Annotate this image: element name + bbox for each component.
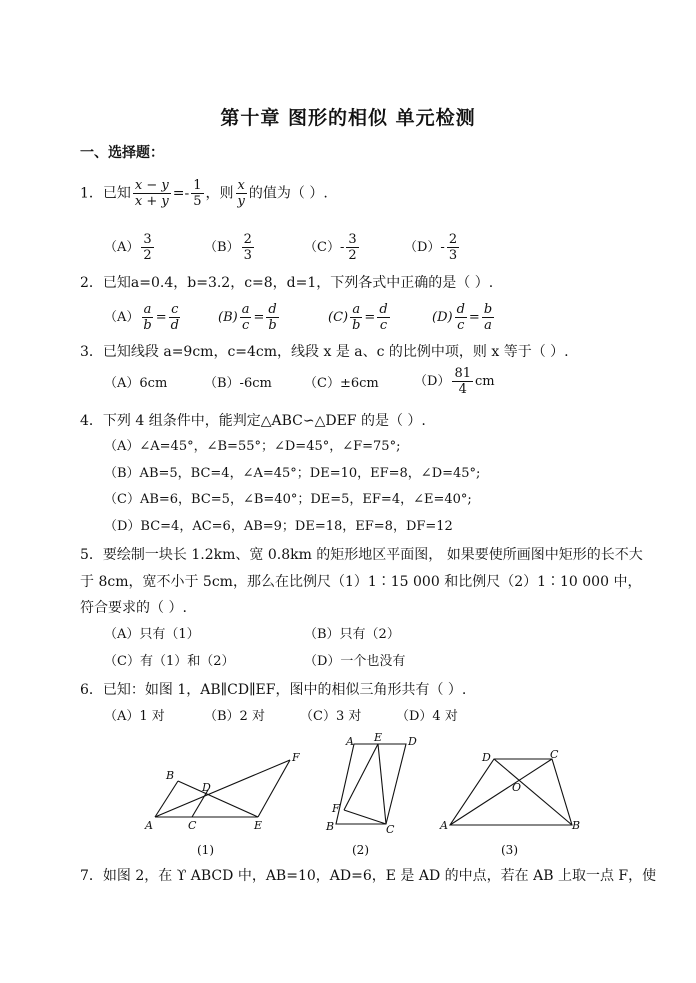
- q4-option-b: （B）AB=5，BC=4，∠A=45°；DE=10，EF=8，∠D=45°;: [104, 466, 481, 481]
- figure-1-caption: (1): [197, 843, 214, 857]
- figure-3-caption: (3): [501, 843, 518, 857]
- q1-option-a: （A） $\frac{3}{2}$: [104, 232, 152, 263]
- q6-option-a: （A）1 对: [104, 709, 165, 724]
- q2-option-a: （A） $\frac{a}{b}$ = $\frac{c}{d}$: [104, 302, 179, 333]
- q4-option-d: （D）BC=4，AC=6，AB=9；DE=18，EF=8，DF=12: [104, 519, 453, 534]
- question-2: 2．已知a=0.4，b=3.2，c=8，d=1，下列各式中正确的是（ ）.: [80, 275, 494, 291]
- q2-option-d: (D) $\frac{d}{c}$ = $\frac{b}{a}$: [432, 302, 493, 333]
- q6-option-b: （B）2 对: [204, 709, 265, 724]
- q1-fraction-2: $\frac{1}{5}$: [193, 178, 202, 209]
- figure-2: [322, 730, 422, 835]
- q3-option-c: （C）±6cm: [304, 376, 379, 391]
- q1-option-d: （D）- $\frac{2}{3}$: [404, 232, 458, 263]
- question-5-line-3: 符合要求的（ ）.: [80, 600, 187, 616]
- fig1-label-d: D: [202, 781, 211, 794]
- fig2-label-a: A: [346, 735, 354, 748]
- question-5-line-1: 5．要绘制一块长 1.2km、宽 0.8km 的矩形地区平面图， 如果要使所画图中矩形的长不大: [80, 547, 643, 563]
- question-3: 3．已知线段 a=9cm，c=4cm，线段 x 是 a、c 的比例中项，则 x 等于（ ）.: [80, 344, 569, 360]
- fig1-label-f: F: [292, 751, 300, 764]
- fig2-label-e: E: [374, 731, 383, 744]
- q1-fraction-1: $\frac{x - y}{x + y}$: [134, 178, 169, 209]
- fig3-label-a: A: [440, 819, 448, 832]
- fig1-label-e: E: [254, 819, 263, 832]
- question-7: 7．如图 2，在 ϒ ABCD 中，AB=10，AD=6，E 是 AD 的中点，若在 AB 上取一点 F，使: [80, 868, 657, 884]
- q1-prefix: 1．已知: [80, 185, 131, 202]
- fig3-label-c: C: [550, 748, 559, 761]
- q1-fraction-3: $\frac{x}{y}$: [237, 178, 245, 209]
- fig3-label-o: O: [512, 781, 522, 794]
- q6-option-c: （C）3 对: [300, 709, 362, 724]
- question-6: 6．已知：如图 1，AB∥CD∥EF，图中的相似三角形共有（ ）.: [80, 682, 467, 698]
- figure-2-caption: (2): [352, 843, 369, 857]
- fig2-label-c: C: [386, 823, 395, 835]
- fig2-label-b: B: [326, 820, 335, 833]
- section-heading: 一、选择题：: [80, 145, 164, 161]
- page-title: 第十章 图形的相似 单元检测: [220, 107, 476, 129]
- fig2-label-f: F: [332, 802, 340, 815]
- q3-option-a: （A）6cm: [104, 376, 168, 391]
- question-5-line-2: 于 8cm，宽不小于 5cm，那么在比例尺（1）1∶15 000 和比例尺（2）1∶10 000 中，: [80, 574, 642, 590]
- q1-suffix: 的值为（ ）.: [248, 185, 328, 202]
- q4-option-a: （A）∠A=45°，∠B=55°；∠D=45°，∠F=75°;: [104, 439, 401, 454]
- q5-option-b: （B）只有（2）: [304, 627, 400, 642]
- fig1-label-b: B: [166, 769, 175, 782]
- fig1-label-c: C: [188, 819, 197, 832]
- fig3-label-d: D: [482, 751, 491, 764]
- q3-option-d: （D） $\frac{81}{4}$ cm: [414, 366, 495, 397]
- fig1-label-a: A: [145, 819, 153, 832]
- q1-option-c: （C）- $\frac{3}{2}$: [304, 232, 357, 263]
- q1-equals: =-: [172, 185, 190, 202]
- fig2-label-d: D: [408, 735, 417, 748]
- figure-1: [140, 745, 310, 835]
- q1-mid: ，则: [205, 185, 234, 202]
- q3-option-b: （B）-6cm: [204, 376, 272, 391]
- question-4: 4．下列 4 组条件中，能判定△ABC∽△DEF 的是（ ）.: [80, 413, 426, 429]
- q5-option-c: （C）有（1）和（2）: [104, 654, 235, 669]
- q5-option-d: （D）一个也没有: [304, 654, 406, 669]
- q6-option-d: （D）4 对: [396, 709, 458, 724]
- q5-option-a: （A）只有（1）: [104, 627, 200, 642]
- q1-option-b: （B） $\frac{2}{3}$: [204, 232, 252, 263]
- q2-option-c: (C) $\frac{a}{b}$ = $\frac{d}{c}$: [328, 302, 388, 333]
- figure-3: [432, 745, 592, 835]
- q4-option-c: （C）AB=6，BC=5，∠B=40°；DE=5，EF=4，∠E=40°;: [104, 492, 472, 507]
- q2-option-b: (B) $\frac{a}{c}$ = $\frac{d}{b}$: [218, 302, 277, 333]
- question-1: [80, 178, 328, 209]
- fig3-label-b: B: [572, 819, 581, 832]
